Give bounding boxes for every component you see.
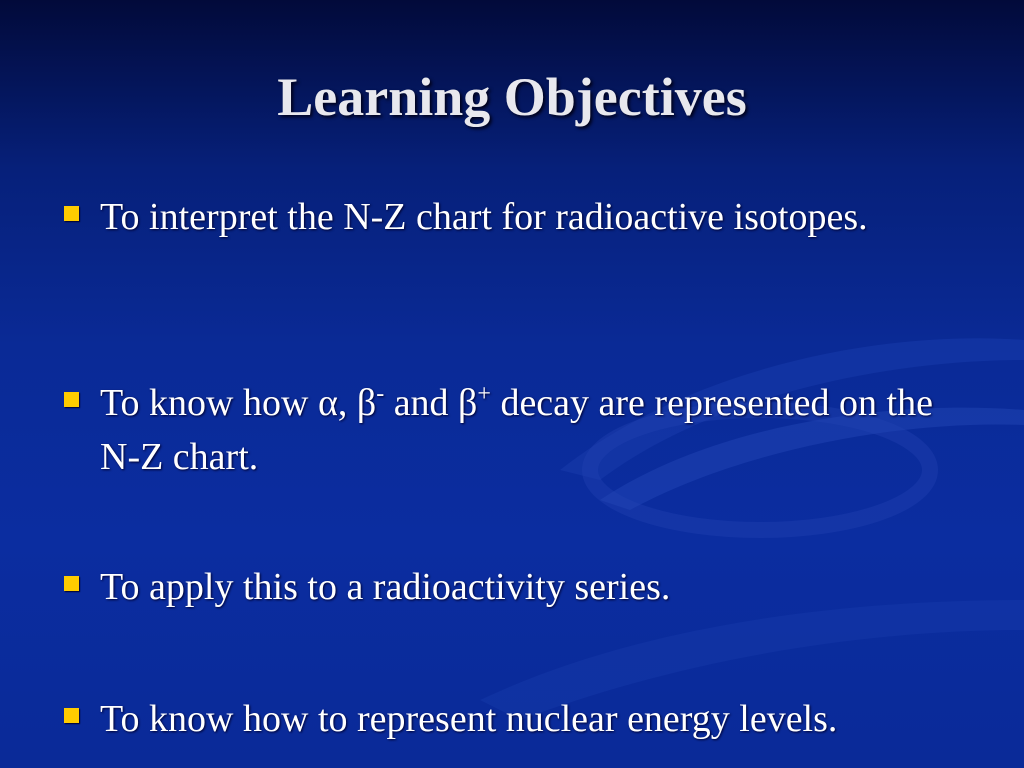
square-bullet-icon <box>64 708 79 723</box>
slide-title: Learning Objectives <box>277 67 747 127</box>
bullet-text-part-3: decay are represented on the N-Z chart. <box>100 382 933 478</box>
square-bullet-icon <box>64 206 79 221</box>
bullet-text: To know how to represent nuclear energy levels. <box>100 698 838 740</box>
square-bullet-icon <box>64 392 79 407</box>
bullet-item-radioactivity-series <box>62 560 980 614</box>
bullet-item-interpret-nz-chart <box>62 190 980 244</box>
bullet-text: To apply this to a radioactivity series. <box>100 566 671 608</box>
square-bullet-icon <box>64 576 79 591</box>
bullet-text-part-2: and β <box>384 382 478 424</box>
bullet-text-part-1: To know how α, β <box>100 382 377 424</box>
beta-plus-superscript: + <box>477 381 491 407</box>
bullet-item-decay-representation <box>62 376 980 484</box>
beta-minus-superscript: - <box>376 381 385 407</box>
bullet-item-nuclear-energy-levels <box>62 692 980 746</box>
bullet-text: To interpret the N-Z chart for radioactive isotopes. <box>100 196 868 238</box>
